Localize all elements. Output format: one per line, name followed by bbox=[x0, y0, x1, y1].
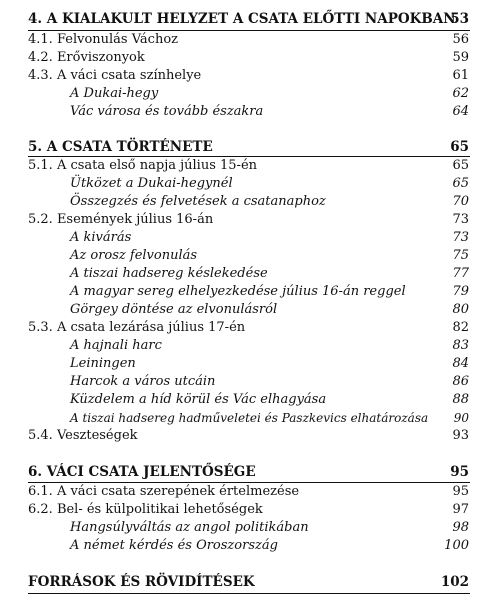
toc-subentry bbox=[0, 175, 497, 193]
toc-entry bbox=[0, 483, 497, 501]
toc-subentry bbox=[0, 537, 497, 555]
page-number: 65 bbox=[450, 139, 469, 155]
toc-subentry bbox=[0, 229, 497, 247]
entry-label: 5.4. Veszteségek bbox=[28, 428, 138, 443]
entry-label: Az orosz felvonulás bbox=[70, 248, 198, 263]
entry-label: A hajnali harc bbox=[70, 338, 162, 353]
page-number: 73 bbox=[452, 212, 469, 227]
toc-entry bbox=[0, 501, 497, 519]
toc-subentry bbox=[0, 391, 497, 409]
entry-label: Összegzés és felvetések a csatanaphoz bbox=[70, 194, 326, 209]
toc-subentry bbox=[0, 103, 497, 121]
page-number: 88 bbox=[452, 392, 469, 407]
page-number: 84 bbox=[452, 356, 469, 371]
toc-entry bbox=[0, 427, 497, 445]
toc-subentry bbox=[0, 193, 497, 211]
toc-heading bbox=[0, 10, 497, 28]
entry-label: A német kérdés és Oroszország bbox=[70, 538, 278, 553]
toc-heading bbox=[0, 573, 497, 591]
toc-subentry bbox=[0, 247, 497, 265]
page-number: 83 bbox=[452, 338, 469, 353]
toc-subentry bbox=[0, 409, 497, 427]
entry-label: 6.1. A váci csata szerepének értelmezése bbox=[28, 484, 300, 499]
entry-label: Görgey döntése az elvonulásról bbox=[70, 302, 278, 317]
page-number: 73 bbox=[452, 230, 469, 245]
toc-entry bbox=[0, 67, 497, 85]
entry-label: Harcok a város utcáin bbox=[70, 374, 216, 389]
section-title: 6. VÁCI CSATA JELENTŐSÉGE bbox=[28, 464, 256, 480]
entry-label: Vác városa és tovább északra bbox=[70, 104, 264, 119]
entry-label: A Dukai-hegy bbox=[70, 86, 159, 101]
page-number: 62 bbox=[452, 86, 469, 101]
entry-label: A tiszai hadsereg hadműveletei és Paszkevics elhatározása bbox=[70, 411, 429, 425]
page-number: 82 bbox=[452, 320, 469, 335]
page-number: 65 bbox=[452, 158, 469, 173]
toc-entry bbox=[0, 49, 497, 67]
toc-heading bbox=[0, 463, 497, 481]
page-number: 79 bbox=[452, 284, 469, 299]
heading-underline bbox=[28, 593, 470, 594]
entry-label: 4.3. A váci csata színhelye bbox=[28, 68, 202, 83]
toc-subentry bbox=[0, 85, 497, 103]
toc-subentry bbox=[0, 337, 497, 355]
entry-label: 4.2. Erőviszonyok bbox=[28, 50, 145, 65]
toc-subentry bbox=[0, 265, 497, 283]
page-number: 59 bbox=[452, 50, 469, 65]
page-number: 95 bbox=[452, 484, 469, 499]
section-title: FORRÁSOK ÉS RÖVIDÍTÉSEK bbox=[28, 574, 255, 590]
page-number: 56 bbox=[452, 32, 469, 47]
entry-label: Küzdelem a híd körül és Vác elhagyása bbox=[70, 392, 327, 407]
page-number: 75 bbox=[452, 248, 469, 263]
entry-label: Hangsúlyváltás az angol politikában bbox=[70, 520, 309, 535]
page-number: 53 bbox=[450, 11, 469, 27]
toc-subentry bbox=[0, 519, 497, 537]
entry-label: 6.2. Bel- és külpolitikai lehetőségek bbox=[28, 502, 263, 517]
toc-subentry bbox=[0, 373, 497, 391]
toc-entry bbox=[0, 319, 497, 337]
page-number: 70 bbox=[452, 194, 469, 209]
toc-subentry bbox=[0, 283, 497, 301]
entry-label: Leiningen bbox=[70, 356, 136, 371]
page-number: 100 bbox=[444, 538, 469, 553]
page-number: 93 bbox=[452, 428, 469, 443]
page-number: 90 bbox=[453, 411, 469, 425]
entry-label: 5.1. A csata első napja július 15-én bbox=[28, 158, 258, 173]
entry-label: A tiszai hadsereg késlekedése bbox=[70, 266, 268, 281]
page-number: 65 bbox=[452, 176, 469, 191]
page-number: 64 bbox=[452, 104, 469, 119]
entry-label: Ütközet a Dukai-hegynél bbox=[70, 176, 233, 191]
page-number: 102 bbox=[440, 574, 469, 590]
toc-entry bbox=[0, 211, 497, 229]
entry-label: 5.2. Események július 16-án bbox=[28, 212, 214, 227]
page-number: 97 bbox=[452, 502, 469, 517]
page-number: 80 bbox=[452, 302, 469, 317]
entry-label: A magyar sereg elhelyezkedése július 16-án reggel bbox=[70, 284, 406, 299]
toc-entry bbox=[0, 31, 497, 49]
page-number: 86 bbox=[452, 374, 469, 389]
toc-heading bbox=[0, 138, 497, 156]
entry-label: 4.1. Felvonulás Váchoz bbox=[28, 32, 179, 47]
section-title: 5. A CSATA TÖRTÉNETE bbox=[28, 139, 213, 155]
page-number: 95 bbox=[450, 464, 469, 480]
entry-label: 5.3. A csata lezárása július 17-én bbox=[28, 320, 246, 335]
section-title: 4. A KIALAKULT HELYZET A CSATA ELŐTTI NAPOKBAN bbox=[28, 11, 456, 27]
page-number: 77 bbox=[452, 266, 469, 281]
toc-subentry bbox=[0, 301, 497, 319]
toc-subentry bbox=[0, 355, 497, 373]
page-number: 98 bbox=[452, 520, 469, 535]
page-number: 61 bbox=[452, 68, 469, 83]
entry-label: A kivárás bbox=[70, 230, 132, 245]
toc-entry bbox=[0, 157, 497, 175]
